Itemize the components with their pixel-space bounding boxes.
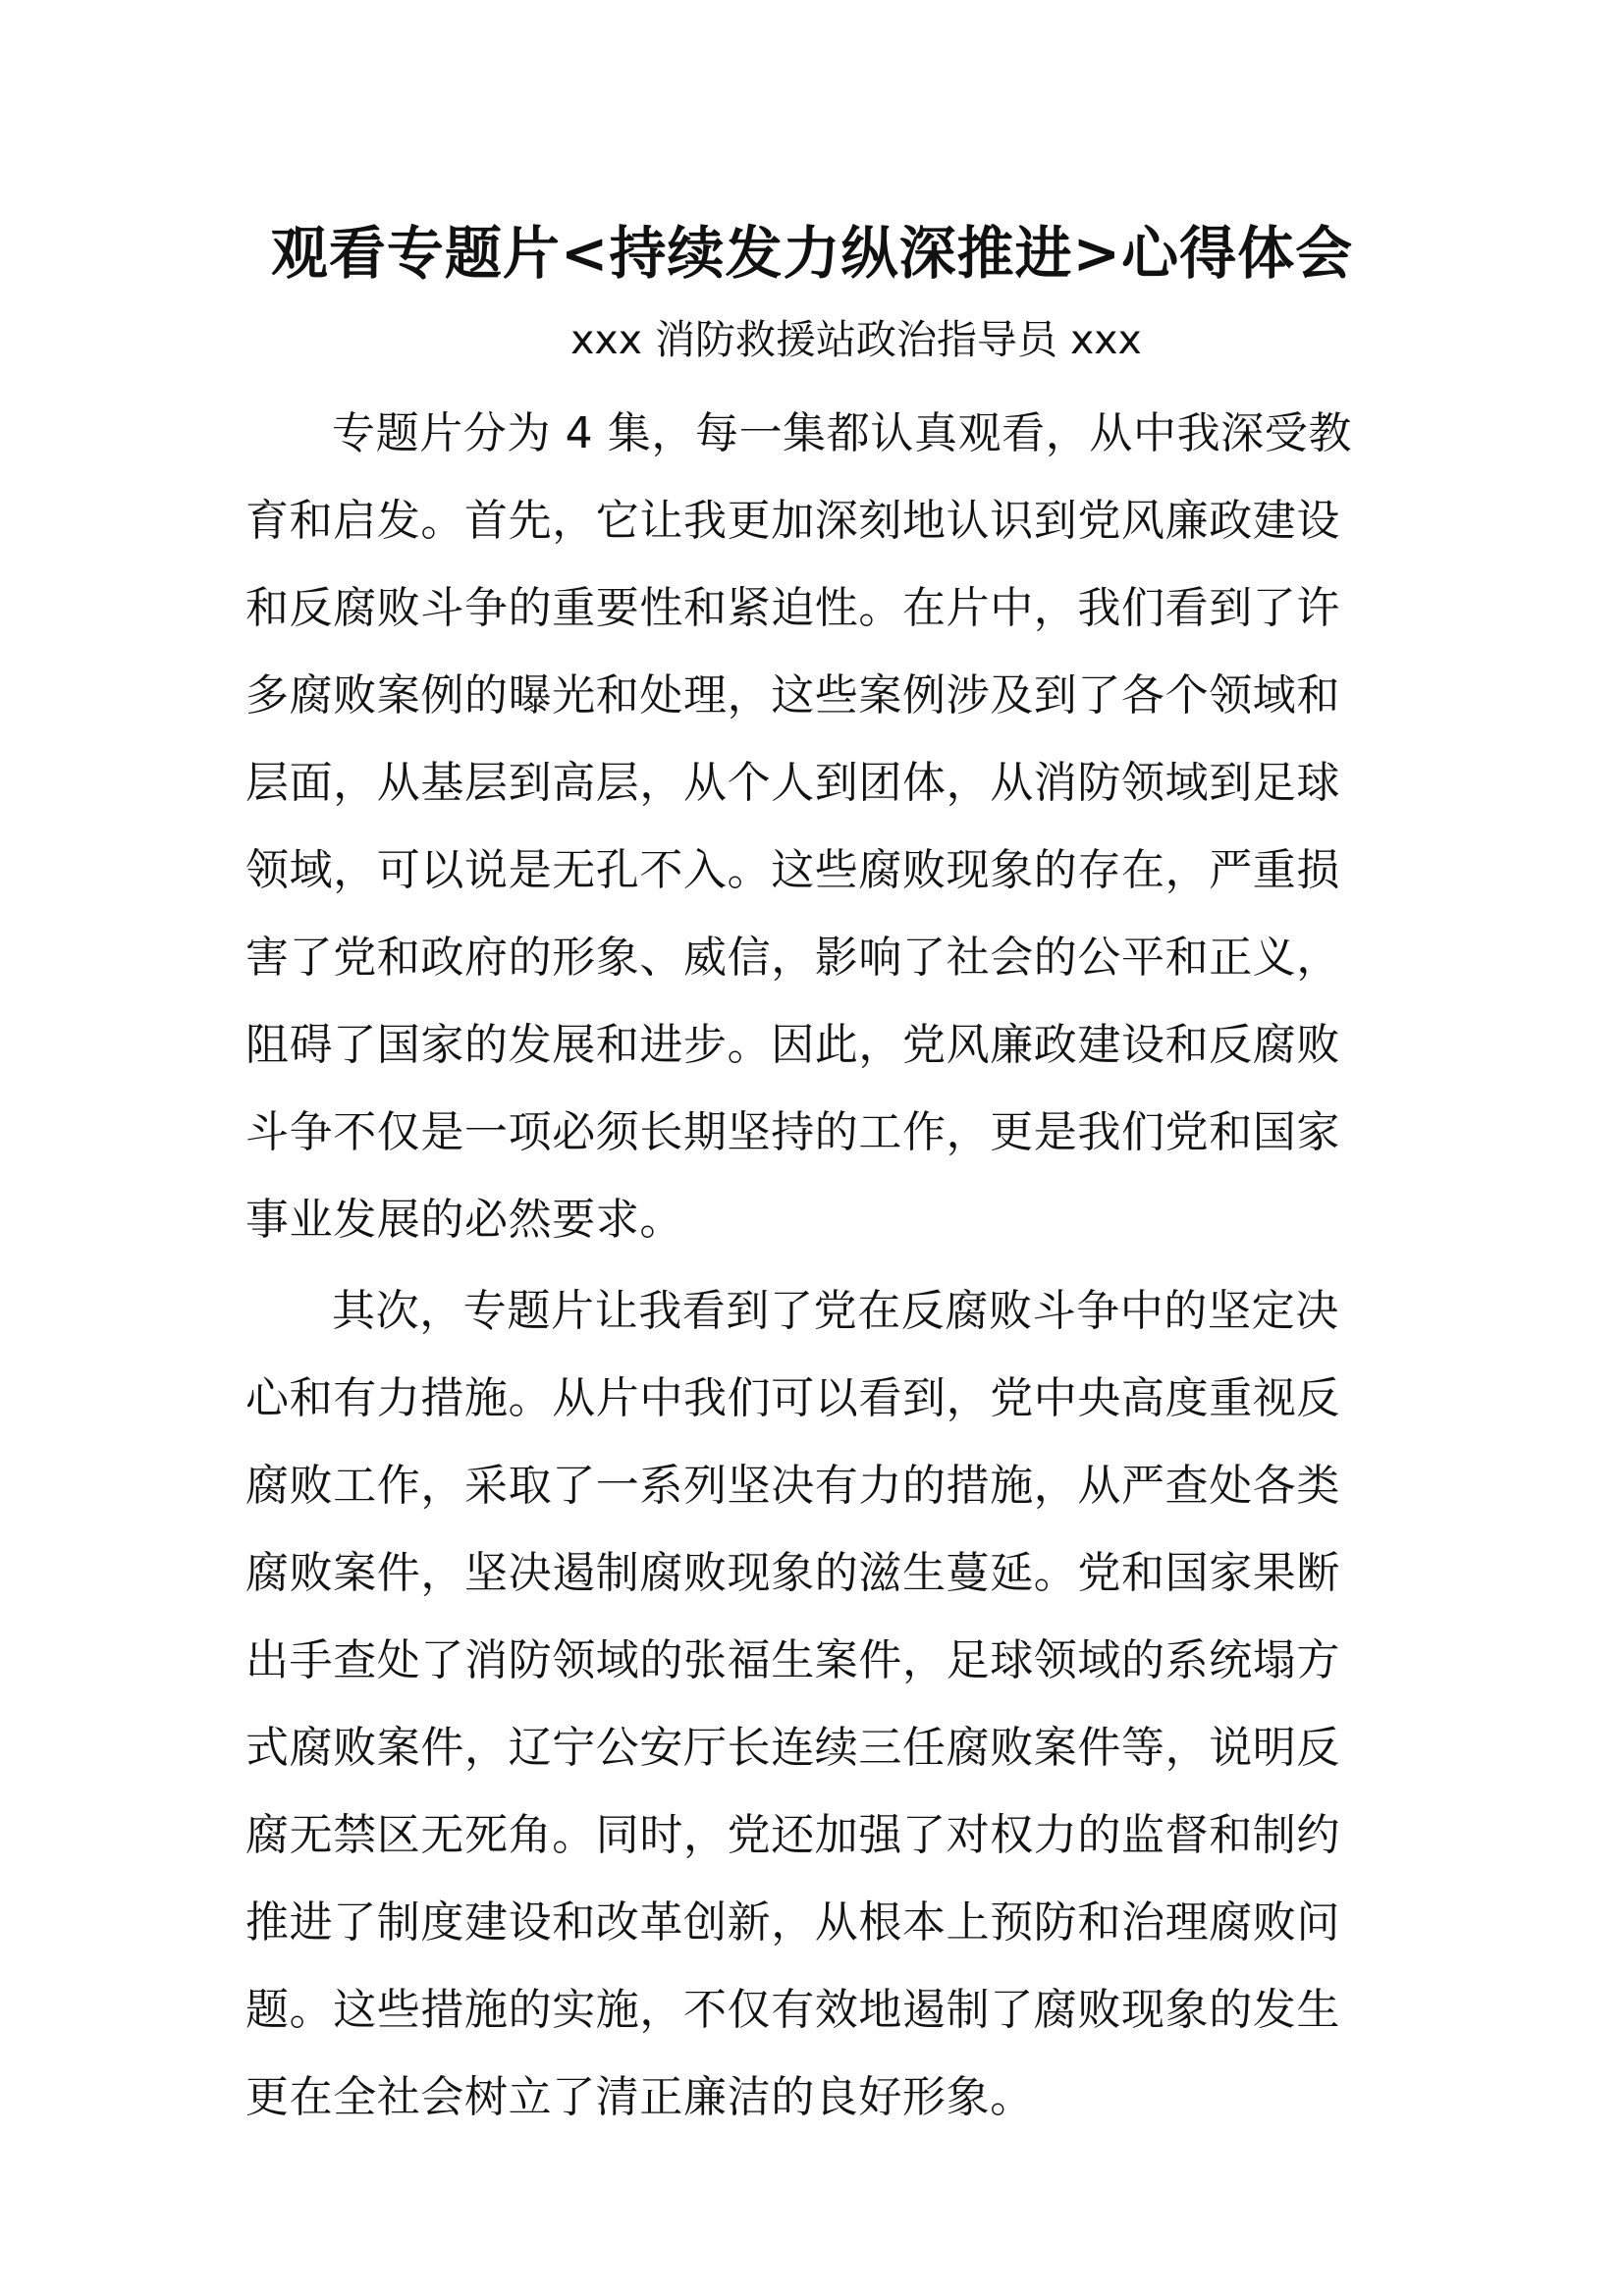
paragraph-line: 题。这些措施的实施，不仅有效地遏制了腐败现象的发生 xyxy=(245,1985,1340,2035)
paragraph-line: 和反腐败斗争的重要性和紧迫性。在片中，我们看到了许 xyxy=(245,583,1340,633)
paragraph-line: 心和有力措施。从片中我们可以看到，党中央高度重视反 xyxy=(245,1373,1340,1423)
paragraph-line: 腐无禁区无死角。同时，党还加强了对权力的监督和制约 xyxy=(245,1810,1340,1860)
paragraph-line: 出手查处了消防领域的张福生案件，足球领域的系统塌方 xyxy=(245,1635,1340,1685)
paragraph-line: 领域，可以说是无孔不入。这些腐败现象的存在，严重损 xyxy=(245,845,1340,895)
paragraph-line: 专题片分为 4 集，每一集都认真观看，从中我深受教 xyxy=(332,408,1352,458)
paragraph-line: 更在全社会树立了清正廉洁的良好形象。 xyxy=(245,2072,1034,2122)
paragraph xyxy=(245,1267,1388,2141)
paragraph-line: 育和启发。首先，它让我更加深刻地认识到党风廉政建设 xyxy=(245,496,1340,546)
paragraph-line: 腐败案件，坚决遏制腐败现象的滋生蔓延。党和国家果断 xyxy=(245,1548,1340,1598)
document-author: xxx 消防救援站政治指导员 xxx xyxy=(570,316,1142,363)
paragraph-line: 阻碍了国家的发展和进步。因此，党风廉政建设和反腐败 xyxy=(245,1020,1340,1070)
paragraph-line: 层面，从基层到高层，从个人到团体，从消防领域到足球 xyxy=(245,758,1340,808)
paragraph-line: 推进了制度建设和改革创新，从根本上预防和治理腐败问 xyxy=(245,1897,1340,1948)
paragraph-line: 斗争不仅是一项必须长期坚持的工作，更是我们党和国家 xyxy=(245,1107,1340,1157)
document-body xyxy=(245,390,1388,2141)
paragraph-line: 腐败工作，采取了一系列坚决有力的措施，从严查处各类 xyxy=(245,1461,1340,1511)
paragraph xyxy=(245,390,1388,1263)
paragraph-line: 事业发展的必然要求。 xyxy=(245,1195,683,1245)
paragraph-line: 多腐败案例的曝光和处理，这些案例涉及到了各个领域和 xyxy=(245,670,1340,721)
paragraph-line: 害了党和政府的形象、威信，影响了社会的公平和正义， xyxy=(245,933,1340,983)
paragraph-line: 式腐败案件，辽宁公安厅长连续三任腐败案件等，说明反 xyxy=(245,1723,1340,1773)
paragraph-line: 其次，专题片让我看到了党在反腐败斗争中的坚定决 xyxy=(332,1286,1339,1336)
document-title: 观看专题片<持续发力纵深推进>心得体会 xyxy=(270,220,1354,287)
